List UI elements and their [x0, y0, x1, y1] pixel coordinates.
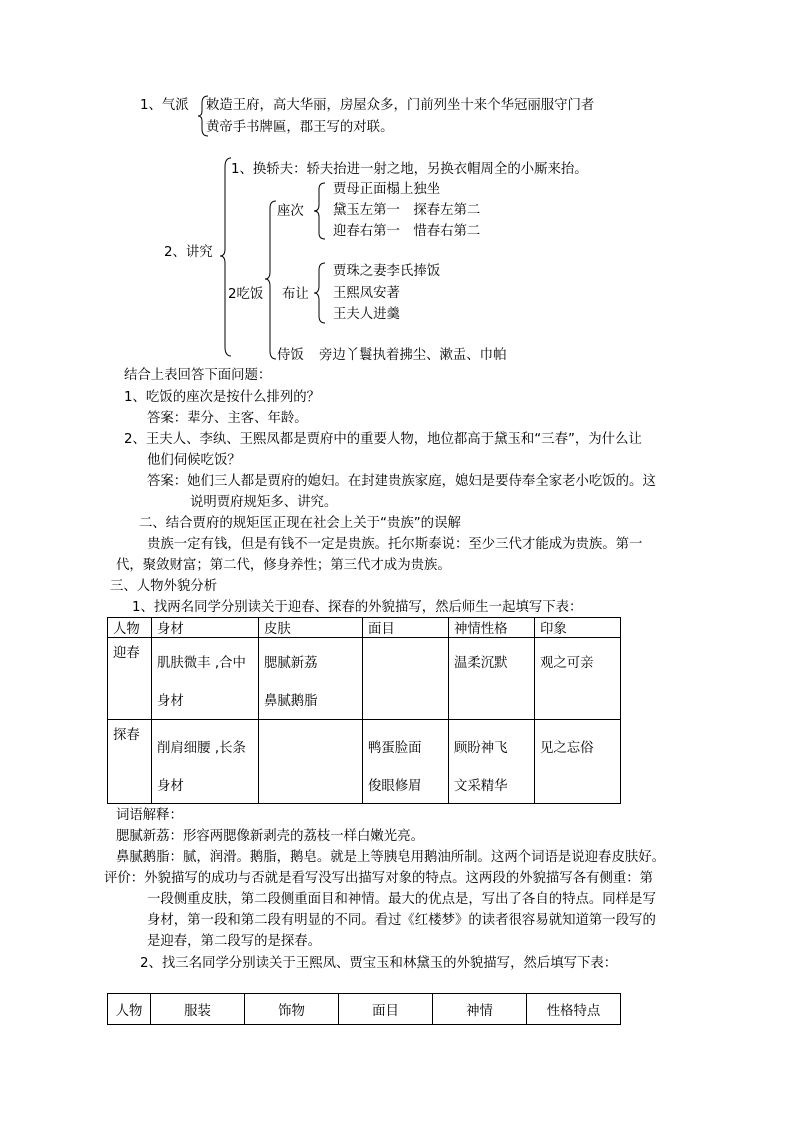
table1-header-yinxiang: 印象 — [535, 618, 621, 638]
question-2-line-1: 2、王夫人、李纨、王熙凤都是贾府中的重要人物，地位都高于黛玉和“三春”，为什么让 — [124, 432, 642, 447]
cell-line: 温柔沉默 — [454, 656, 508, 671]
zuoci-brace — [313, 182, 327, 240]
table2-header-mianmu: 面目 — [339, 994, 433, 1025]
zuoci-item-2: 黛玉左第一 探春左第二 — [333, 203, 481, 218]
evaluation-line-4: 是迎春，第二段写的是探春。 — [147, 934, 322, 949]
cell-line: 见之忘俗 — [540, 741, 594, 756]
cell-line: 文采精华 — [454, 779, 508, 794]
qipai-line-2: 黄帝手书牌匾，郡王写的对联。 — [206, 120, 394, 135]
cell-line — [264, 737, 362, 775]
table1-header-pifu: 皮肤 — [259, 618, 363, 638]
burang-item-3: 王夫人进羹 — [333, 307, 400, 322]
questions-intro: 结合上表回答下面问题： — [124, 368, 272, 383]
table1-cell-pifu — [259, 720, 363, 804]
table2-header-shenqing: 神情 — [433, 994, 527, 1025]
table-row — [108, 638, 621, 720]
shifan-text: 旁边丫鬟执着拂尘、漱盂、巾帕 — [319, 348, 507, 363]
table1-cell-shenqing — [449, 720, 535, 804]
row-name: 迎春 — [113, 646, 140, 661]
table1-header-name: 人物 — [108, 618, 152, 638]
cell-line: 顾盼神飞 — [454, 741, 508, 756]
huanjiao-text: 1、换轿夫：轿夫抬进一射之地，另换衣帽周全的小厮来抬。 — [231, 162, 588, 177]
table1-header-shenqing: 神情性格 — [449, 618, 535, 638]
appearance-table-2 — [107, 993, 621, 1025]
zuoci-item-1: 贾母正面榻上独坐 — [333, 182, 441, 197]
table2-header-shiwu: 饰物 — [245, 994, 339, 1025]
table1-cell-pifu — [259, 638, 363, 720]
zuoci-item-3: 迎春右第一 惜春右第二 — [333, 224, 481, 239]
jiangjiu-label: 2、讲究 — [164, 245, 213, 260]
section3-heading: 三、人物外貌分析 — [110, 579, 218, 594]
burang-brace — [313, 262, 327, 324]
table1-cell-name — [108, 720, 152, 804]
glossary-1: 腮腻新荔：形容两腮像新剥壳的荔枝一样白嫩光亮。 — [116, 829, 424, 844]
qipai-line-1: 敕造王府，高大华丽，房屋众多，门前列坐十来个华冠丽服守门者 — [206, 98, 595, 113]
table1-cell-yinxiang — [535, 720, 621, 804]
qipai-label: 1、气派 — [140, 98, 189, 113]
cell-line: 鼻腻鹅脂 — [264, 694, 318, 709]
table1-cell-shenqing — [449, 638, 535, 720]
cell-line: 肌肤微丰 ,合中 — [157, 656, 246, 671]
task-2: 2、找三名同学分别读关于王熙凤、贾宝玉和林黛玉的外貌描写，然后填写下表： — [140, 956, 618, 971]
answer-1: 答案：辈分、主客、年龄。 — [147, 411, 308, 426]
answer-2-line-1: 答案：她们三人都是贾府的媳妇。在封建贵族家庭，媳妇是要侍奉全家老小吃饭的。这 — [147, 474, 656, 489]
section2-heading: 二、结合贾府的规矩匡正现在社会上关于“贵族”的误解 — [139, 516, 461, 531]
evaluation-line-1: 评价：外貌描写的成功与否就是看写没写出描写对象的特点。这两段的外貌描写各有侧重：第 — [104, 871, 654, 886]
cell-line: 俊眼修眉 — [368, 779, 422, 794]
table1-cell-shencai — [152, 638, 259, 720]
table1-header-row — [108, 618, 621, 638]
chifan-label: 2吃饭 — [228, 287, 264, 302]
zuoci-label: 座次 — [277, 204, 304, 219]
section2-line-2: 代，聚敛财富；第二代，修身养性；第三代才成为贵族。 — [116, 558, 451, 573]
table2-header-row — [108, 994, 621, 1025]
table2-header-xingge: 性格特点 — [527, 994, 621, 1025]
table1-cell-yinxiang — [535, 638, 621, 720]
answer-2-line-2: 说明贾府规矩多、讲究。 — [190, 495, 338, 510]
cell-line: 观之可亲 — [540, 656, 594, 671]
table1-cell-mianmu — [363, 720, 449, 804]
burang-label: 布让 — [282, 287, 309, 302]
evaluation-line-2: 一段侧重皮肤，第二段侧重面目和神情。最大的优点是，写出了各自的特点。同样是写 — [147, 892, 656, 907]
task-1: 1、找两名同学分别读关于迎春、探春的外貌描写，然后师生一起填写下表： — [132, 600, 583, 615]
table-row — [108, 720, 621, 804]
question-1: 1、吃饭的座次是按什么排列的？ — [124, 390, 320, 405]
table2-header-fuzhuang: 服装 — [151, 994, 245, 1025]
cell-line: 腮腻新荔 — [264, 656, 318, 671]
cell-line: 鸭蛋脸面 — [368, 741, 422, 756]
section2-line-1: 贵族一定有钱，但是有钱不一定是贵族。托尔斯泰说：至少三代才能成为贵族。第一 — [147, 537, 643, 552]
table1-header-shencai: 身材 — [152, 618, 259, 638]
question-2-line-2: 他们伺候吃饭？ — [147, 453, 241, 468]
chifan-brace — [264, 200, 278, 360]
row-name: 探春 — [113, 728, 140, 743]
evaluation-line-3: 身材，第一段和第二段有明显的不同。看过《红楼梦》的读者很容易就知道第一段写的 — [147, 913, 656, 928]
cell-line: 身材 — [157, 779, 184, 794]
table1-cell-shencai — [152, 720, 259, 804]
cell-line: 削肩细腰 ,长条 — [157, 741, 246, 756]
table1-header-mianmu: 面目 — [363, 618, 449, 638]
cell-line — [368, 652, 448, 690]
glossary-2: 鼻腻鹅脂：腻，润滑。鹅脂，鹅皂。就是上等胰皂用鹅油所制。这两个词语是说迎春皮肤好。 — [116, 850, 666, 865]
cell-line: 身材 — [157, 694, 184, 709]
table1-cell-name — [108, 638, 152, 720]
jiangjiu-brace — [219, 157, 233, 357]
appearance-table-1 — [107, 617, 621, 804]
table1-cell-mianmu — [363, 638, 449, 720]
burang-item-1: 贾珠之妻李氏捧饭 — [333, 264, 441, 279]
shifan-label: 侍饭 — [277, 348, 304, 363]
burang-item-2: 王熙凤安著 — [333, 286, 400, 301]
glossary-title: 词语解释： — [116, 808, 183, 823]
table2-header-name: 人物 — [108, 994, 151, 1025]
